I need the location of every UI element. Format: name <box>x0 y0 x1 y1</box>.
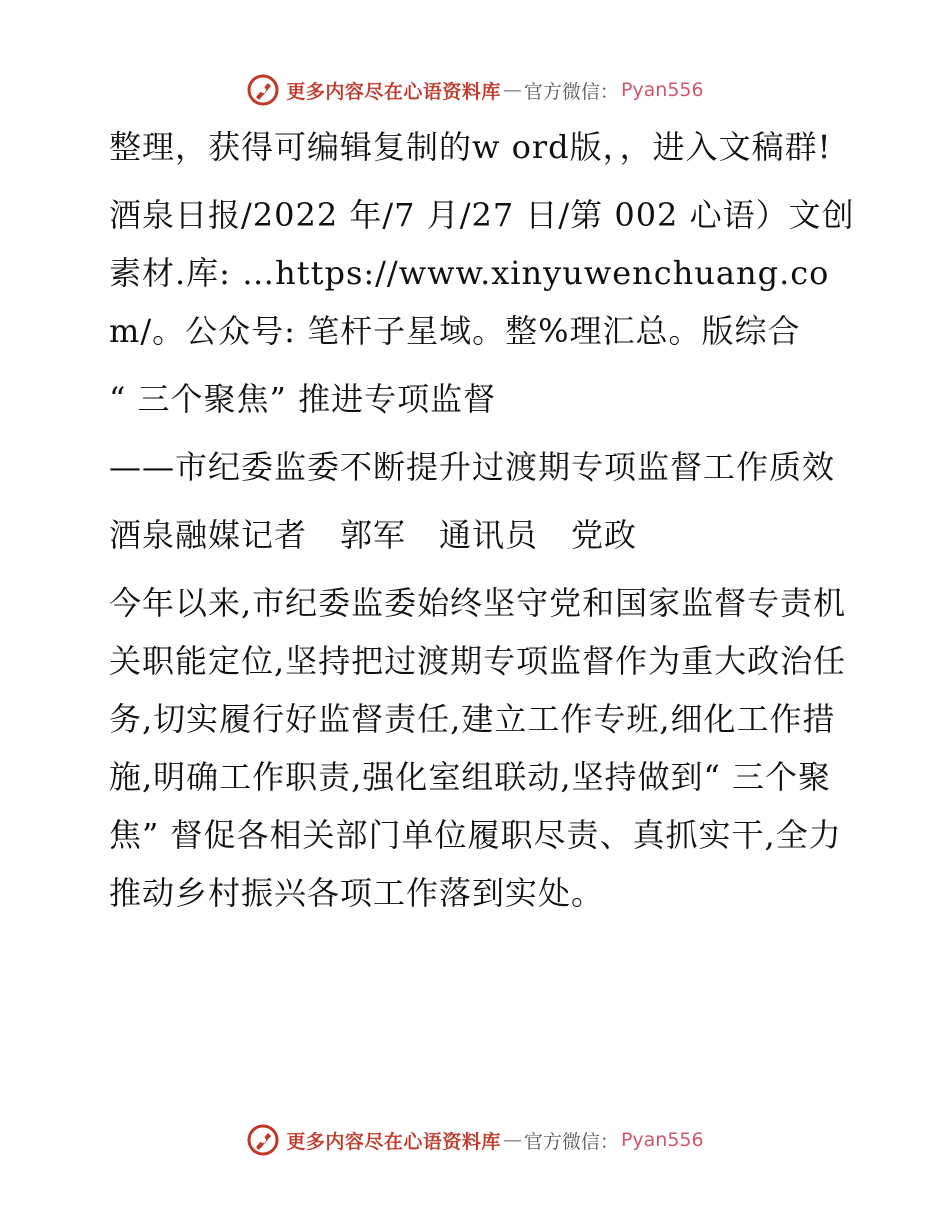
pen-nib-logo-icon <box>246 73 280 107</box>
banner-dash: — <box>502 1129 522 1151</box>
banner-wechat-id: Pyan556 <box>620 1129 704 1151</box>
source-paragraph: 酒泉日报/2022 年/7 月/27 日/第 002 心语）文创素材.库: …https://www.xinyuwenchuang.com/。公众号: 笔杆子星域。整%理汇总。版综合 <box>109 196 855 350</box>
banner-dash: — <box>502 79 522 101</box>
document-body <box>97 118 857 932</box>
article-byline: 酒泉融媒记者 郭军 通讯员 党政 <box>109 516 638 554</box>
pen-nib-logo-icon <box>246 1123 280 1157</box>
article-headline: “ 三个聚焦” 推进专项监督 <box>109 380 497 418</box>
banner-wechat-label: 官方微信： <box>523 80 619 103</box>
header-banner <box>0 70 950 110</box>
intro-paragraph: 整理，获得可编辑复制的w ord版，，进入文稿群! <box>109 128 832 166</box>
banner-wechat-id: Pyan556 <box>620 79 704 101</box>
article-body-paragraph: 今年以来,市纪委监委始终坚守党和国家监督专责机关职能定位,坚持把过渡期专项监督作为重大政治任务,切实履行好监督责任,建立工作专班,细化工作措施,明确工作职责,强化室组联动,坚持做到“ 三个聚焦” 督促各相关部门单位履职尽责、真抓实干,全力推动乡村振兴各项工作落到实处。 <box>109 584 847 912</box>
banner-text: 更多内容尽在心语资料库 <box>286 1130 501 1153</box>
banner-wechat-label: 官方微信： <box>523 1130 619 1153</box>
footer-banner <box>0 1120 950 1160</box>
banner-text: 更多内容尽在心语资料库 <box>286 80 501 103</box>
article-subtitle: ——市纪委监委不断提升过渡期专项监督工作质效 <box>109 448 836 486</box>
